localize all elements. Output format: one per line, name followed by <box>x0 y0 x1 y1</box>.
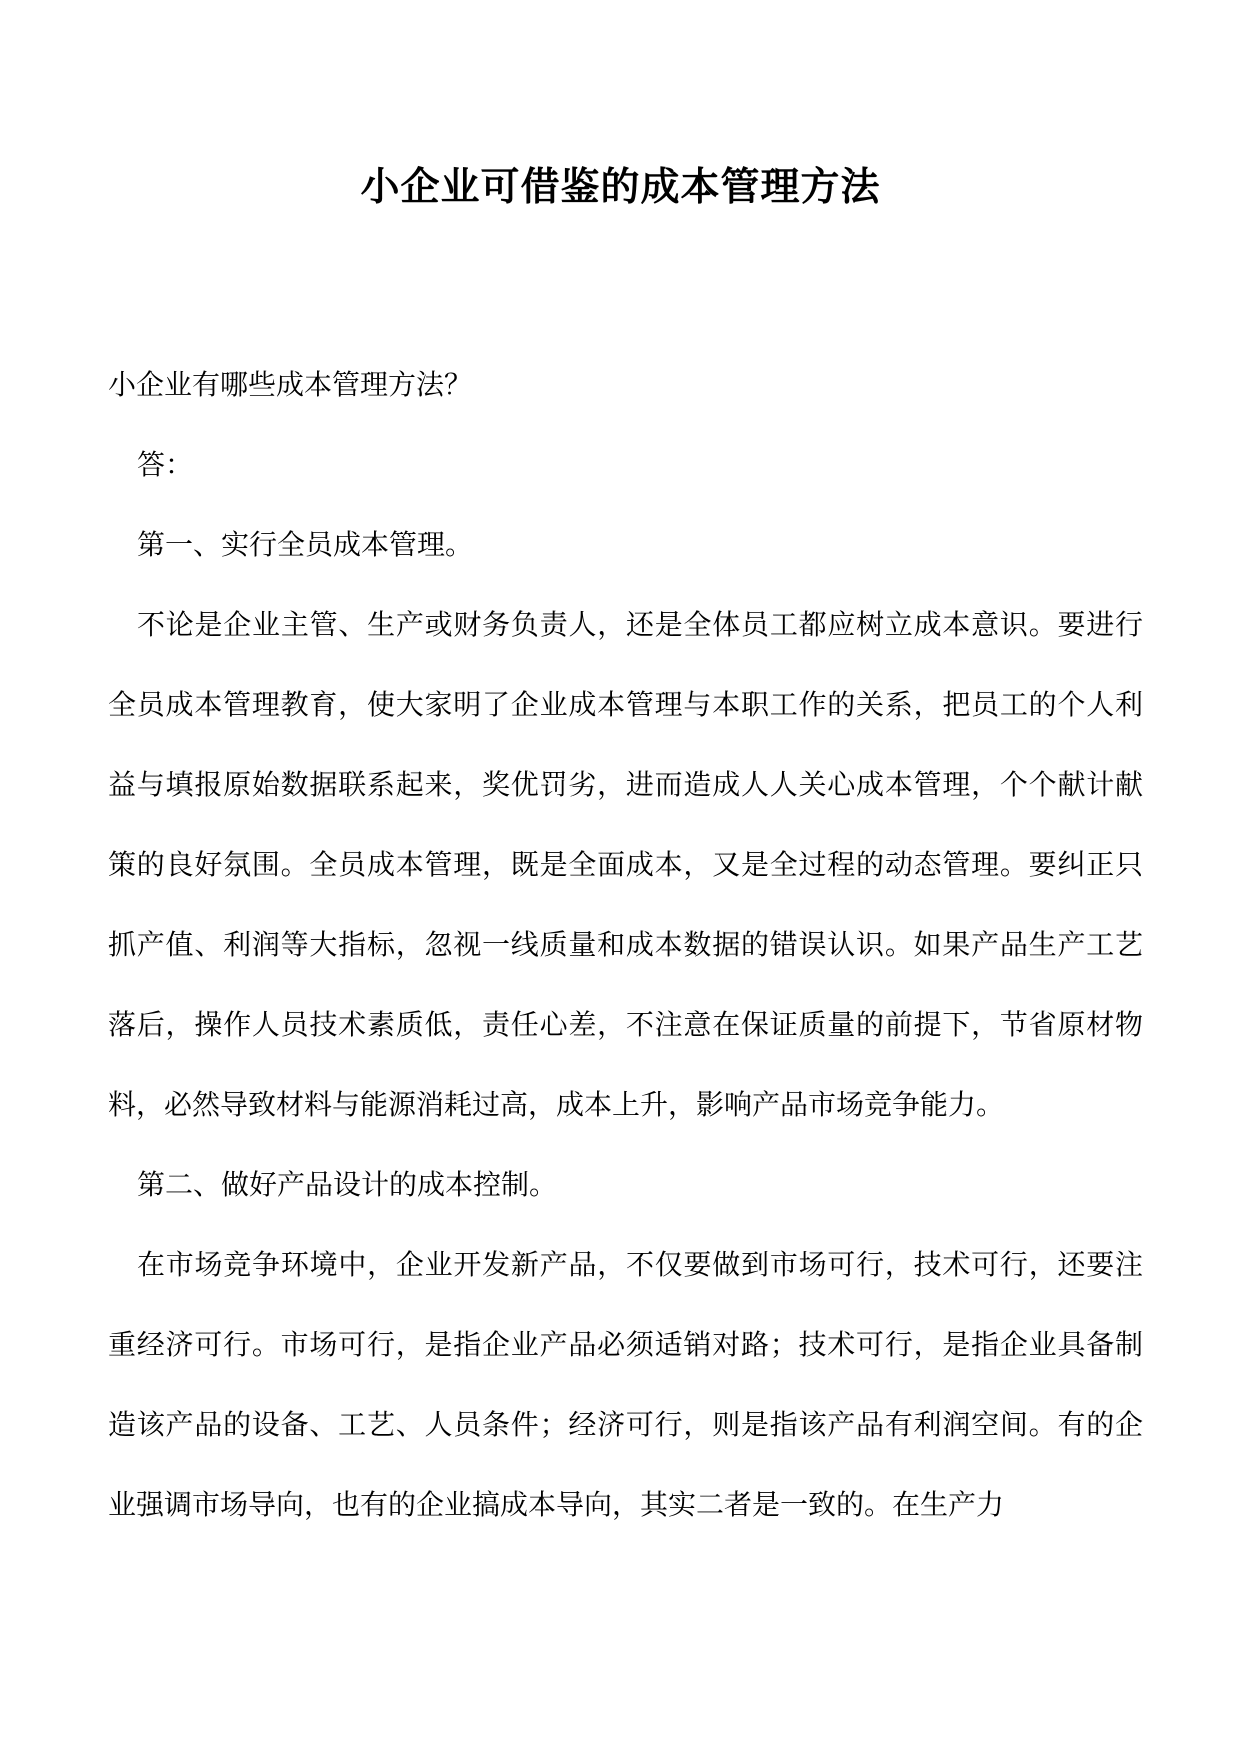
answer-label: 答： <box>137 448 194 481</box>
section-body-1: 不论是企业主管、生产或财务负责人，还是全体员工都应树立成本意识。要进行全员成本管理教育，使大家明了企业成本管理与本职工作的关系，把员工的个人利益与填报原始数据联系起来，奖优罚劣，进而造成人人关心成本管理，个个献计献策的良好氛围。全员成本管理，既是全面成本，又是全过程的动态管理。要纠正只抓产值、利润等大指标，忽视一线质量和成本数据的错误认识。如果产品生产工艺落后，操作人员技术素质低，责任心差，不注意在保证质量的前提下，节省原材物料，必然导致材料与能源消耗过高，成本上升，影响产品市场竞争能力。 <box>108 608 1143 1121</box>
document-title: 小企业可借鉴的成本管理方法 <box>360 164 881 210</box>
section-heading-2: 第二、做好产品设计的成本控制。 <box>137 1168 558 1201</box>
question-paragraph: 小企业有哪些成本管理方法？ <box>108 368 473 401</box>
document-body <box>108 345 1143 1545</box>
section-heading-1: 第一、实行全员成本管理。 <box>137 528 474 561</box>
section-body-2: 在市场竞争环境中，企业开发新产品，不仅要做到市场可行，技术可行，还要注重经济可行。市场可行，是指企业产品必须适销对路；技术可行，是指企业具备制造该产品的设备、工艺、人员条件；经济可行，则是指该产品有利润空间。有的企业强调市场导向，也有的企业搞成本导向，其实二者是一致的。在生产力 <box>108 1248 1143 1521</box>
